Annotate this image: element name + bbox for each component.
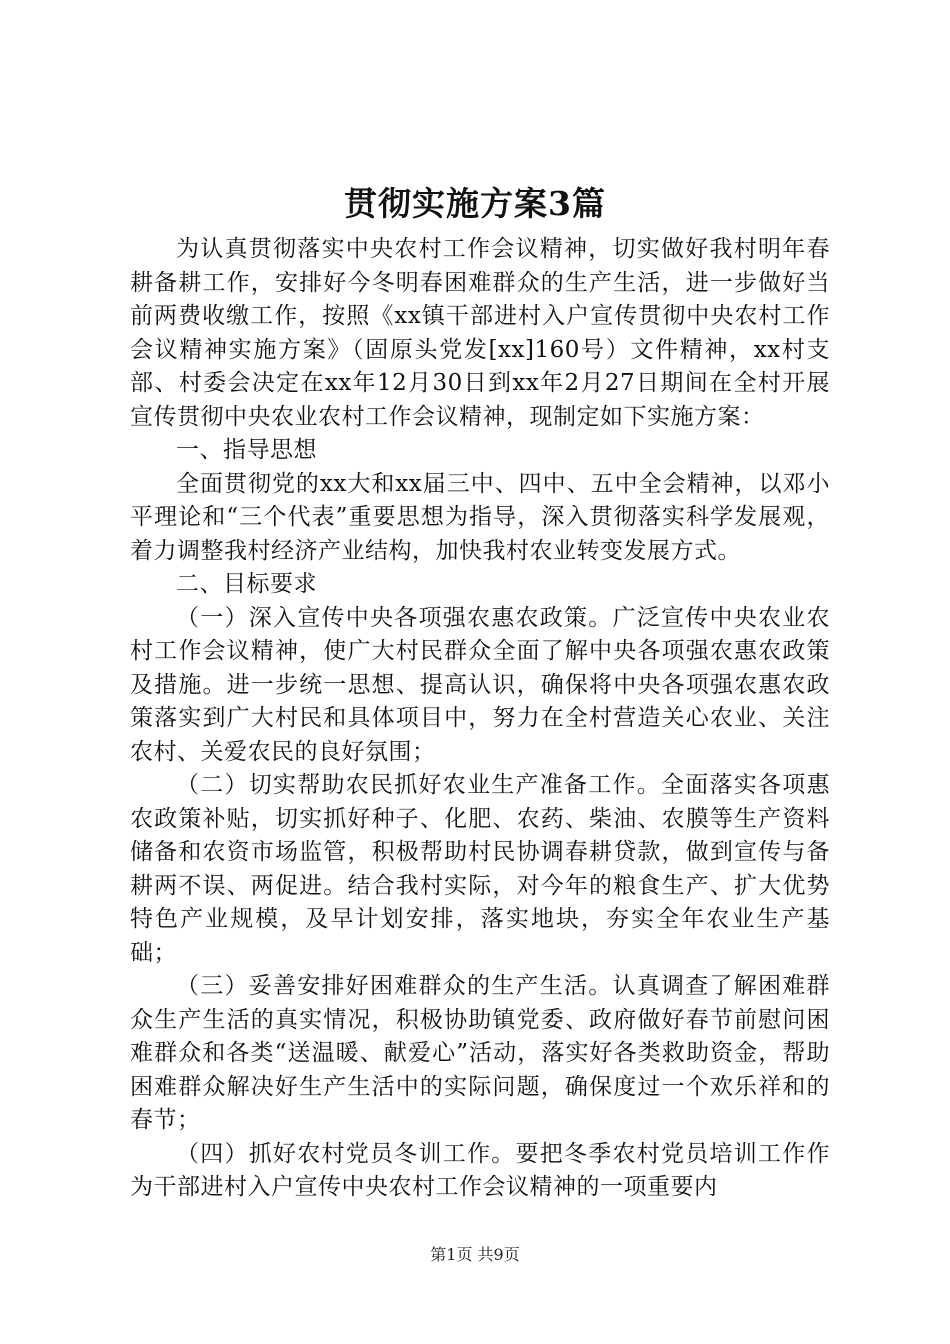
document-body bbox=[130, 233, 830, 1205]
section-heading-goals: 二、目标要求 bbox=[176, 571, 317, 597]
section-heading-guiding-thought: 一、指导思想 bbox=[176, 437, 317, 463]
document-title: 贯彻实施方案3篇 bbox=[344, 184, 606, 223]
guiding-thought-paragraph: 全面贯彻党的xx大和xx届三中、四中、五中全会精神，以邓小平理论和“三个代表”重要思想为指导，深入贯彻落实科学发展观，着力调整我村经济产业结构，加快我村农业转变发展方式。 bbox=[130, 470, 830, 564]
goal-item-4: （四）抓好农村党员冬训工作。要把冬季农村党员培训工作作为干部进村入户宣传中央农村工作会议精神的一项重要内 bbox=[130, 1140, 830, 1200]
goal-item-1: （一）深入宣传中央各项强农惠农政策。广泛宣传中央农业农村工作会议精神，使广大村民群众全面了解中央各项强农惠农政策及措施。进一步统一思想、提高认识，确保将中央各项强农惠农政策落实到广大村民和具体项目中，努力在全村营造关心农业、关注农村、关爱农民的良好氛围； bbox=[130, 604, 830, 765]
intro-paragraph: 为认真贯彻落实中央农村工作会议精神，切实做好我村明年春耕备耕工作，安排好今冬明春困难群众的生产生活，进一步做好当前两费收缴工作，按照《xx镇干部进村入户宣传贯彻中央农村工作会议精神实施方案》（固原头党发[xx]160号）文件精神，xx村支部、村委会决定在xx年12月30日到xx年2月27日期间在全村开展宣传贯彻中央农业农村工作会议精神，现制定如下实施方案： bbox=[130, 236, 830, 430]
goal-item-3: （三）妥善安排好困难群众的生产生活。认真调查了解困难群众生产生活的真实情况，积极协助镇党委、政府做好春节前慰问困难群众和各类“送温暖、献爱心”活动，落实好各类救助资金，帮助困难群众解决好生产生活中的实际问题，确保度过一个欢乐祥和的春节； bbox=[130, 973, 830, 1133]
goal-item-2: （二）切实帮助农民抓好农业生产准备工作。全面落实各项惠农政策补贴，切实抓好种子、化肥、农药、柴油、农膜等生产资料储备和农资市场监管，积极帮助村民协调春耕贷款，做到宣传与备耕两不误、两促进。结合我村实际，对今年的粮食生产、扩大优势特色产业规模，及早计划安排，落实地块，夯实全年农业生产基础； bbox=[130, 772, 830, 966]
page-footer: 第1页 共9页 bbox=[430, 1245, 520, 1264]
